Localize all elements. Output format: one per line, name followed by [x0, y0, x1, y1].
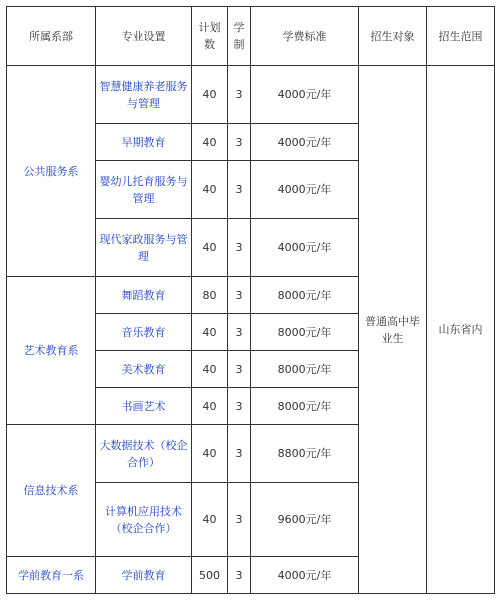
years-cell: 3 [228, 124, 251, 161]
header-scope: 招生范围 [427, 7, 495, 66]
major-link[interactable]: 婴幼儿托育服务与管理 [96, 161, 192, 219]
major-link[interactable]: 大数据技术（校企合作） [96, 425, 192, 483]
fee-cell: 4000元/年 [251, 124, 359, 161]
dept-cell: 信息技术系 [7, 425, 96, 557]
plan-cell: 40 [192, 161, 228, 219]
fee-cell: 8800元/年 [251, 425, 359, 483]
plan-cell: 40 [192, 425, 228, 483]
years-cell: 3 [228, 314, 251, 351]
scope-cell: 山东省内 [427, 66, 495, 594]
major-link[interactable]: 舞蹈教育 [96, 277, 192, 314]
fee-cell: 8000元/年 [251, 351, 359, 388]
years-cell: 3 [228, 66, 251, 124]
major-link[interactable]: 现代家政服务与管理 [96, 219, 192, 277]
years-cell: 3 [228, 557, 251, 594]
plan-cell: 40 [192, 219, 228, 277]
plan-cell: 40 [192, 388, 228, 425]
plan-cell: 40 [192, 124, 228, 161]
plan-cell: 40 [192, 351, 228, 388]
fee-cell: 9600元/年 [251, 483, 359, 557]
header-dept: 所属系部 [7, 7, 96, 66]
years-cell: 3 [228, 161, 251, 219]
years-cell: 3 [228, 277, 251, 314]
fee-cell: 8000元/年 [251, 277, 359, 314]
header-major: 专业设置 [96, 7, 192, 66]
target-cell: 普通高中毕业生 [359, 66, 427, 594]
major-link[interactable]: 美术教育 [96, 351, 192, 388]
table-row [7, 66, 495, 124]
header-row [7, 7, 495, 66]
plan-cell: 500 [192, 557, 228, 594]
dept-cell: 艺术教育系 [7, 277, 96, 425]
header-target: 招生对象 [359, 7, 427, 66]
fee-cell: 4000元/年 [251, 161, 359, 219]
fee-cell: 8000元/年 [251, 314, 359, 351]
major-link[interactable]: 智慧健康养老服务与管理 [96, 66, 192, 124]
header-fee: 学费标准 [251, 7, 359, 66]
years-cell: 3 [228, 388, 251, 425]
header-years: 学制 [228, 7, 251, 66]
plan-cell: 40 [192, 66, 228, 124]
years-cell: 3 [228, 425, 251, 483]
plan-cell: 40 [192, 314, 228, 351]
fee-cell: 4000元/年 [251, 557, 359, 594]
header-plan: 计划数 [192, 7, 228, 66]
major-link[interactable]: 音乐教育 [96, 314, 192, 351]
years-cell: 3 [228, 219, 251, 277]
years-cell: 3 [228, 483, 251, 557]
major-link[interactable]: 书画艺术 [96, 388, 192, 425]
fee-cell: 4000元/年 [251, 66, 359, 124]
major-link[interactable]: 早期教育 [96, 124, 192, 161]
dept-cell: 公共服务系 [7, 66, 96, 277]
major-link[interactable]: 计算机应用技术（校企合作） [96, 483, 192, 557]
plan-cell: 40 [192, 483, 228, 557]
dept-cell: 学前教育一系 [7, 557, 96, 594]
fee-cell: 8000元/年 [251, 388, 359, 425]
enrollment-table [6, 6, 495, 594]
plan-cell: 80 [192, 277, 228, 314]
fee-cell: 4000元/年 [251, 219, 359, 277]
major-link[interactable]: 学前教育 [96, 557, 192, 594]
years-cell: 3 [228, 351, 251, 388]
